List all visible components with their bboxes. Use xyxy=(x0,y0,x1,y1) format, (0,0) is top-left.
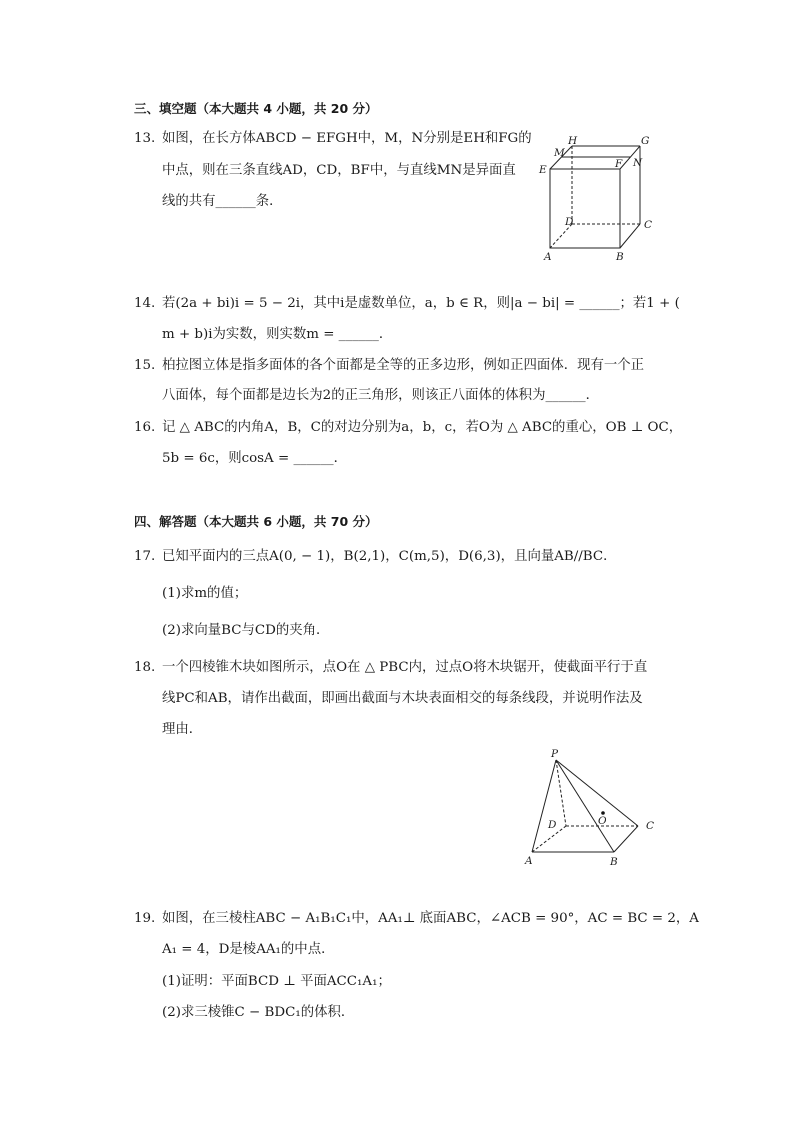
question-16-line-2: 5b = 6c，则cosA = ______． xyxy=(162,451,348,466)
cuboid-label-C: C xyxy=(644,219,653,231)
cuboid-label-M: M xyxy=(554,147,565,159)
question-19-number: 19. xyxy=(134,911,156,926)
question-13-line-3: 线的共有______条． xyxy=(162,194,283,209)
question-17-part-2: (2)求向量BC与CD的夹角． xyxy=(162,623,330,638)
cuboid-label-B: B xyxy=(616,251,624,263)
question-19-line-2: A₁ = 4，D是棱AA₁的中点． xyxy=(162,942,335,957)
question-14-line-1: 若(2a + bi)i = 5 − 2i，其中i是虚数单位，a，b ∈ R，则|a − bi| = ______；若1 + ( xyxy=(162,296,680,311)
cuboid-label-N: N xyxy=(633,157,643,169)
cuboid-label-F: F xyxy=(615,158,623,170)
question-14-number: 14. xyxy=(134,296,156,311)
question-18-line-2: 线PC和AB，请作出截面，即画出截面与木块表面相交的每条线段，并说明作法及 xyxy=(162,691,643,706)
question-15-number: 15. xyxy=(134,358,156,373)
cuboid-label-G: G xyxy=(641,135,650,147)
question-14-line-2: m + b)i为实数，则实数m = ______． xyxy=(162,327,393,342)
question-15-line-2: 八面体，每个面都是边长为2的正三角形，则该正八面体的体积为______． xyxy=(162,388,600,403)
cuboid-figure xyxy=(536,132,662,268)
pyramid-label-B: B xyxy=(610,856,618,868)
pyramid-label-D: D xyxy=(548,819,557,831)
question-19-part-1: (1)证明：平面BCD ⊥ 平面ACC₁A₁； xyxy=(162,974,391,989)
question-17-number: 17. xyxy=(134,549,156,564)
question-18-number: 18. xyxy=(134,660,156,675)
question-19-line-1: 如图，在三棱柱ABC − A₁B₁C₁中，AA₁⊥ 底面ABC，∠ACB = 90°，AC = BC = 2，A xyxy=(162,911,699,926)
pyramid-label-O: O xyxy=(598,815,607,827)
cuboid-label-H: H xyxy=(568,135,578,147)
pyramid-label-C: C xyxy=(646,820,655,832)
pyramid-label-P: P xyxy=(551,748,559,760)
cuboid-label-E: E xyxy=(539,164,547,176)
question-17-part-1: (1)求m的值； xyxy=(162,586,248,601)
section-title-solve: 四、解答题（本大题共 6 小题，共 70 分） xyxy=(134,514,378,529)
question-13-line-1: 如图，在长方体ABCD − EFGH中，M，N分别是EH和FG的 xyxy=(162,131,532,146)
question-13-line-2: 中点，则在三条直线AD，CD，BF中，与直线MN是异面直 xyxy=(162,163,516,178)
cuboid-label-D: D xyxy=(565,216,574,228)
pyramid-label-A: A xyxy=(525,855,533,867)
question-17-line-1: 已知平面内的三点A(0, − 1)，B(2,1)，C(m,5)，D(6,3)，且向量AB//BC． xyxy=(162,549,617,564)
question-13-number: 13. xyxy=(134,131,156,146)
cuboid-label-A: A xyxy=(544,251,552,263)
question-16-line-1: 记 △ ABC的内角A，B，C的对边分别为a，b，c，若O为 △ ABC的重心，OB ⊥ OC， xyxy=(162,420,683,435)
question-18-line-3: 理由． xyxy=(162,722,203,737)
question-16-number: 16. xyxy=(134,420,156,435)
pyramid-figure xyxy=(520,744,660,874)
question-15-line-1: 柏拉图立体是指多面体的各个面都是全等的正多边形，例如正四面体．现有一个正 xyxy=(162,358,645,373)
question-18-line-1: 一个四棱锥木块如图所示，点O在 △ PBC内，过点O将木块锯开，使截面平行于直 xyxy=(162,660,648,675)
section-title-fill-blank: 三、填空题（本大题共 4 小题，共 20 分） xyxy=(134,101,378,116)
question-19-part-2: (2)求三棱锥C − BDC₁的体积． xyxy=(162,1005,355,1020)
